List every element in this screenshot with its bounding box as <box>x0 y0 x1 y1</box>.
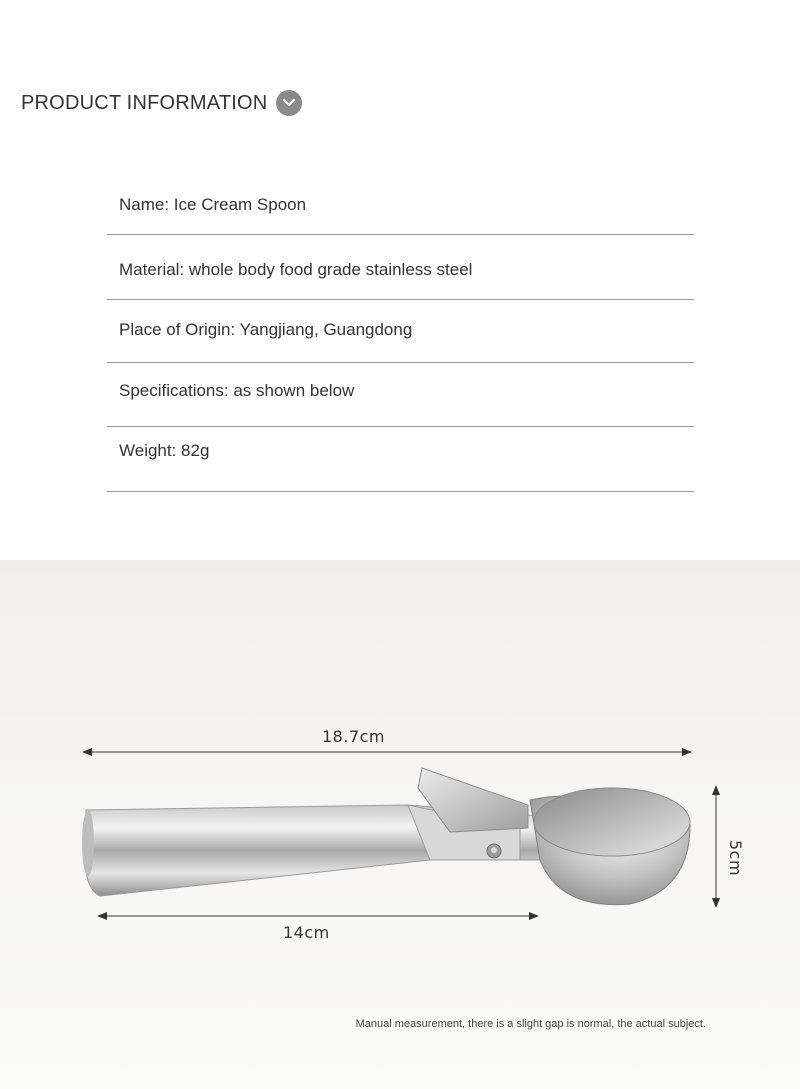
info-row-text: Specifications: as shown below <box>119 380 355 400</box>
product-photo <box>0 560 800 1089</box>
info-row-material <box>107 235 694 300</box>
info-row-specifications <box>107 363 694 427</box>
info-row-text: Name: Ice Cream Spoon <box>119 194 307 214</box>
bowl-height-label: 5cm <box>726 840 745 877</box>
info-row-name <box>107 175 694 235</box>
info-row-text: Weight: 82g <box>119 441 210 460</box>
handle-length-dimension <box>97 912 539 920</box>
info-row-weight <box>107 427 694 492</box>
total-length-label: 18.7cm <box>322 727 386 746</box>
info-row-origin <box>107 300 694 363</box>
info-row-text: Material: whole body food grade stainless steel <box>119 260 473 279</box>
measurement-caption: Manual measurement, there is a slight gap is normal, the actual subject. <box>355 1018 706 1030</box>
info-row-text: Place of Origin: Yangjiang, Guangdong <box>119 320 413 339</box>
section-header <box>21 90 302 116</box>
ice-cream-scoop-illustration <box>0 560 800 1089</box>
total-length-dimension <box>82 748 692 756</box>
bowl-height-dimension <box>712 785 720 908</box>
chevron-down-icon[interactable] <box>276 90 302 116</box>
section-title: PRODUCT INFORMATION <box>21 91 268 114</box>
handle-length-label: 14cm <box>283 923 330 942</box>
product-info-table <box>107 175 694 492</box>
